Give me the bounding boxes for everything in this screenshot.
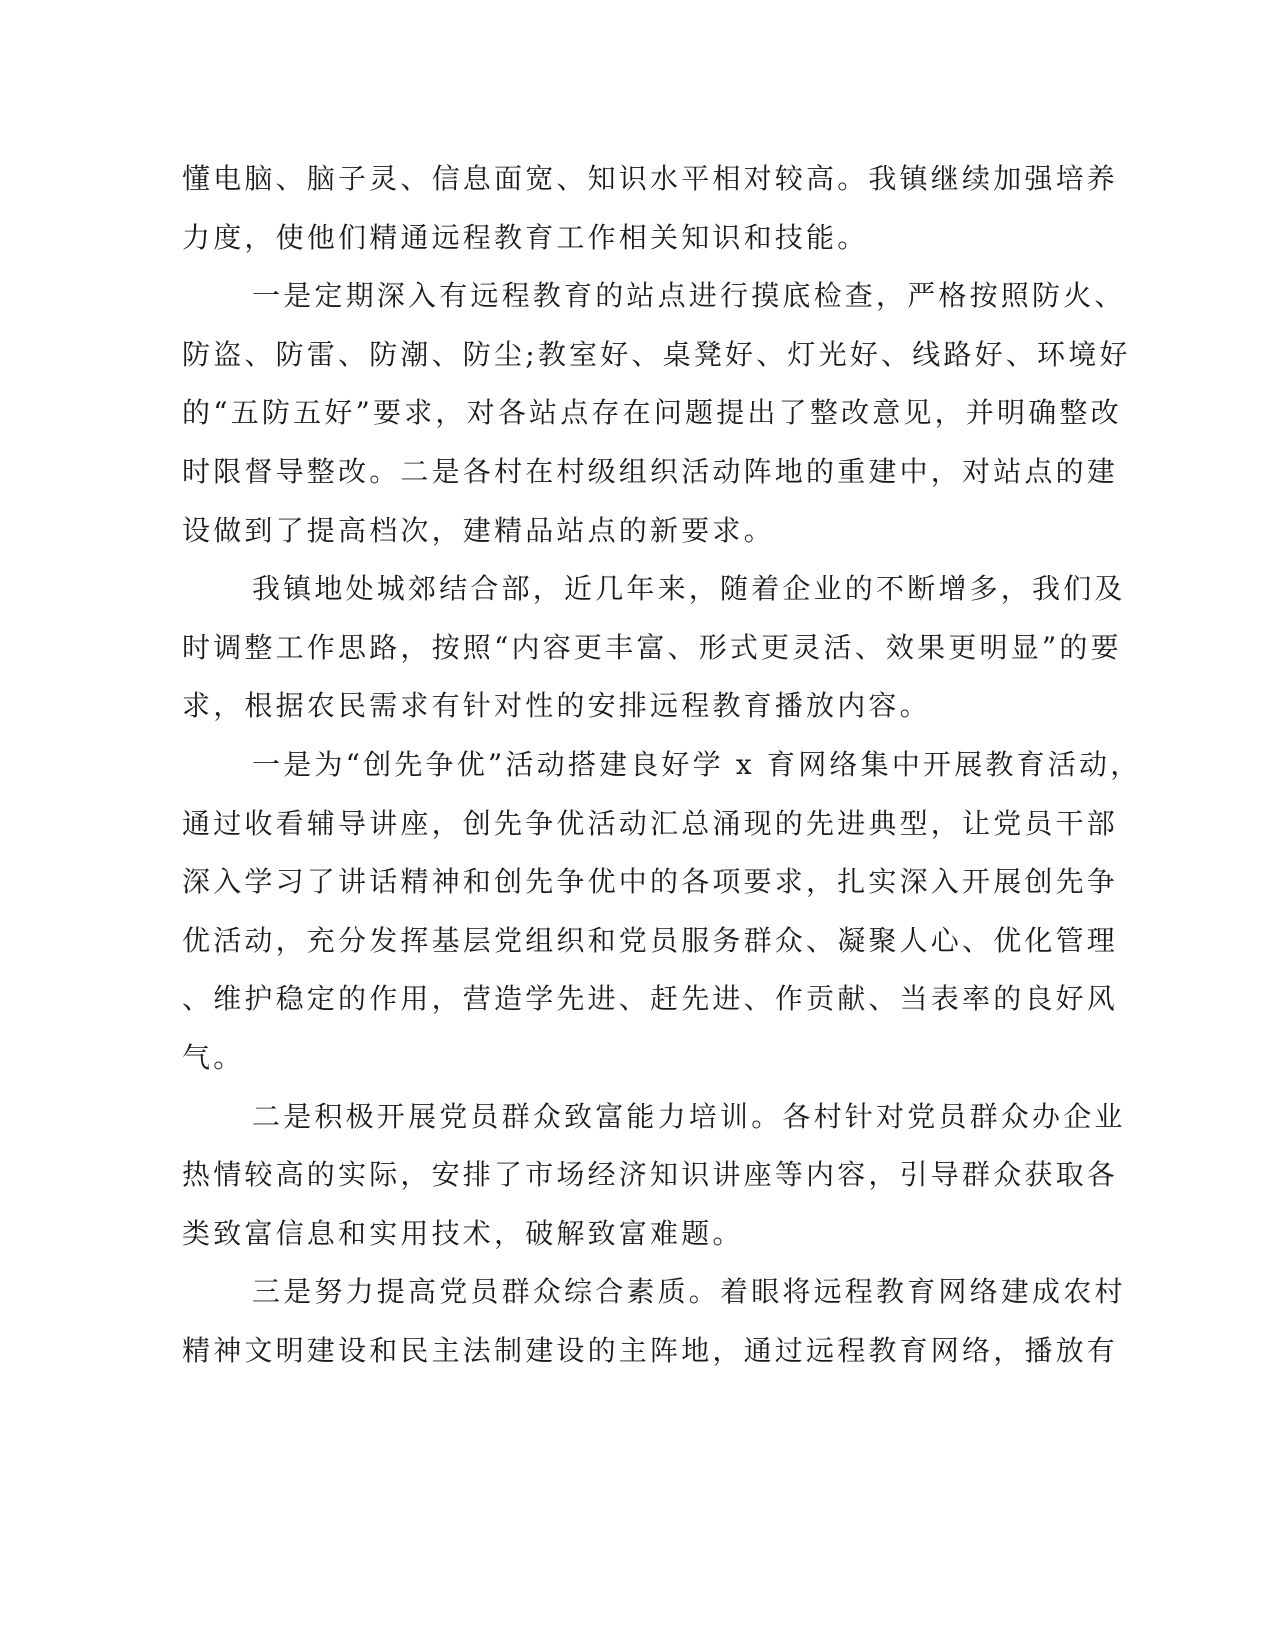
text-line: 时调整工作思路，按照“内容更丰富、形式更灵活、效果更明显”的要 xyxy=(182,630,1122,664)
text-line: 设做到了提高档次，建精品站点的新要求。 xyxy=(182,513,775,547)
text-line: 气。 xyxy=(182,1040,245,1074)
paragraph-first-line: 一是定期深入有远程教育的站点进行摸底检查，严格按照防火、 xyxy=(252,279,1126,313)
text-line: 深入学习了讲话精神和创先争优中的各项要求，扎实深入开展创先争 xyxy=(182,865,1119,899)
text-line: 优活动，充分发挥基层党组织和党员服务群众、凝聚人心、优化管理 xyxy=(182,923,1119,957)
document-body xyxy=(182,150,1142,1380)
text-line: 防盗、防雷、防潮、防尘;教室好、桌凳好、灯光好、线路好、环境好 xyxy=(182,337,1131,371)
paragraph-first-line: 二是积极开展党员群众致富能力培训。各村针对党员群众办企业 xyxy=(252,1099,1126,1133)
text-line: 求，根据农民需求有针对性的安排远程教育播放内容。 xyxy=(182,689,931,723)
paragraph-first-line: 三是努力提高党员群众综合素质。着眼将远程教育网络建成农村 xyxy=(252,1275,1126,1309)
text-line: 时限督导整改。二是各村在村级组织活动阵地的重建中，对站点的建 xyxy=(182,454,1119,488)
paragraph-first-line: 我镇地处城郊结合部，近几年来，随着企业的不断增多，我们及 xyxy=(252,572,1126,606)
text-line: 精神文明建设和民主法制建设的主阵地，通过远程教育网络，播放有 xyxy=(182,1333,1119,1367)
text-line: 通过收看辅导讲座，创先争优活动汇总涌现的先进典型，让党员干部 xyxy=(182,806,1119,840)
paragraph-first-line: 一是为“创先争优”活动搭建良好学 x 育网络集中开展教育活动， xyxy=(252,747,1142,781)
text-line: 懂电脑、脑子灵、信息面宽、知识水平相对较高。我镇继续加强培养 xyxy=(182,162,1119,195)
text-line: 类致富信息和实用技术，破解致富难题。 xyxy=(182,1216,744,1250)
text-line: 、维护稳定的作用，营造学先进、赶先进、作贡献、当表率的良好风 xyxy=(182,982,1119,1016)
text-line: 力度，使他们精通远程教育工作相关知识和技能。 xyxy=(182,220,869,254)
text-line: 的“五防五好”要求，对各站点存在问题提出了整改意见，并明确整改 xyxy=(182,396,1122,430)
text-line: 热情较高的实际，安排了市场经济知识讲座等内容，引导群众获取各 xyxy=(182,1158,1119,1192)
